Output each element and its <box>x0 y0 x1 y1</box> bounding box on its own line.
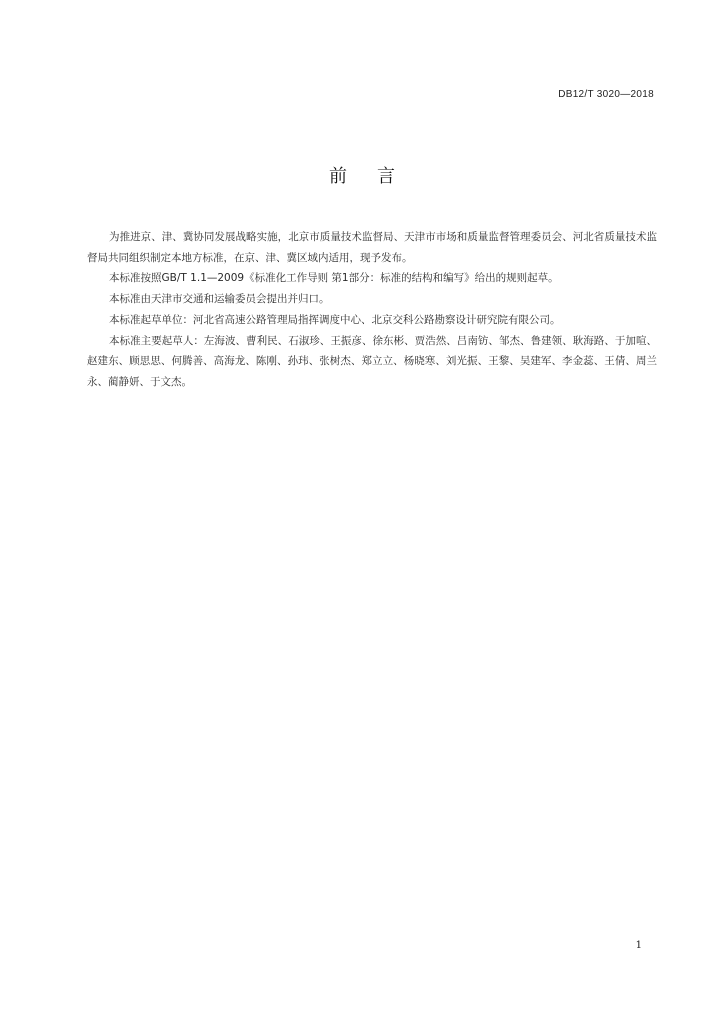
paragraph-proposer: 本标准由天津市交通和运输委员会提出并归口。 <box>109 293 330 306</box>
document-code: DB12/T 3020—2018 <box>558 89 654 100</box>
foreword-body <box>87 227 657 393</box>
paragraph-drafting-rules: 本标准按照GB/T 1.1—2009《标准化工作导则 第1部分：标准的结构和编写》给出的规则起草。 <box>109 272 559 285</box>
paragraph-drafters: 本标准主要起草人：左海波、曹利民、石淑珍、王振彦、徐东彬、贾浩然、吕南钫、邹杰、鲁建领、耿海路、于加喧、赵建东、顾思思、何腾善、高海龙、陈刚、孙玮、张树杰、郑立立、杨晓寒、刘光振、王黎、吴建军、李金蕊、王倩、周兰永、蔺静妍、于文杰。 <box>87 334 657 388</box>
paragraph-release-notice: 为推进京、津、冀协同发展战略实施，北京市质量技术监督局、天津市市场和质量监督管理委员会、河北省质量技术监督局共同组织制定本地方标准，在京、津、冀区域内适用，现予发布。 <box>87 231 657 264</box>
page-number: 1 <box>635 940 642 951</box>
paragraph-drafting-units: 本标准起草单位：河北省高速公路管理局指挥调度中心、北京交科公路勘察设计研究院有限公司。 <box>109 313 561 326</box>
page-title: 前言 <box>329 166 425 187</box>
